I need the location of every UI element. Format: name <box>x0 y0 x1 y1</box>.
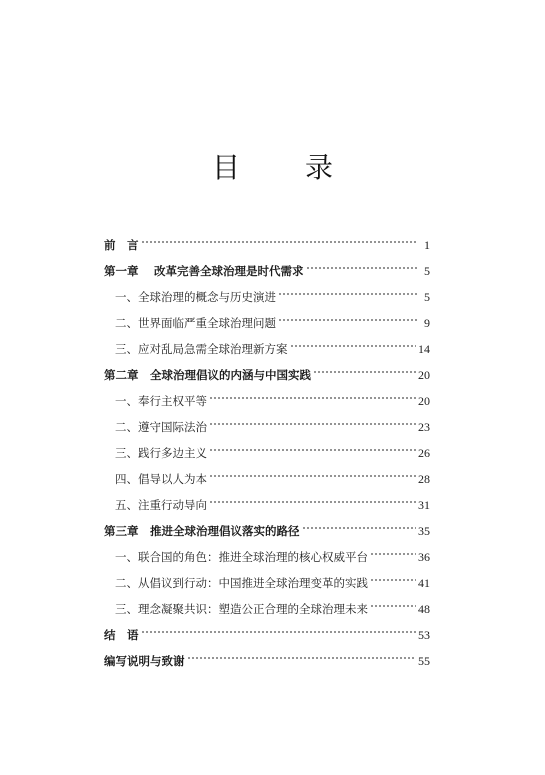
dot-leader <box>209 498 416 506</box>
toc-entry-section[interactable] <box>104 596 430 622</box>
toc-entry-label: 一、全球治理的概念与历史演进 <box>115 290 276 304</box>
toc-entry-section[interactable] <box>104 414 430 440</box>
toc-entry-label: 三、应对乱局急需全球治理新方案 <box>115 342 288 356</box>
toc-entry-section[interactable] <box>104 310 430 336</box>
toc-entry-label: 三、理念凝聚共识：塑造公正合理的全球治理未来 <box>115 602 368 616</box>
toc-page-number: 20 <box>418 394 430 408</box>
dot-leader <box>209 420 416 428</box>
toc-entry-label: 二、从倡议到行动：中国推进全球治理变革的实践 <box>115 576 368 590</box>
toc-page-number: 31 <box>418 498 430 512</box>
dot-leader <box>290 342 417 350</box>
toc-entry-acknowledgements[interactable] <box>104 648 430 674</box>
dot-leader <box>278 316 418 324</box>
toc-entry-label: 四、倡导以人为本 <box>115 472 207 486</box>
toc-entry-label: 第一章 改革完善全球治理是时代需求 <box>104 264 304 278</box>
toc-entry-label: 第二章 全球治理倡议的内涵与中国实践 <box>104 368 311 382</box>
toc-entry-section[interactable] <box>104 440 430 466</box>
toc-page-number: 20 <box>418 368 430 382</box>
toc-entry-label: 前 言 <box>104 238 139 252</box>
toc-entry-label: 结 语 <box>104 628 139 642</box>
toc-entry-label: 第三章 推进全球治理倡议落实的路径 <box>104 524 300 538</box>
toc-entry-section[interactable] <box>104 492 430 518</box>
dot-leader <box>209 446 416 454</box>
toc-page-number: 48 <box>418 602 430 616</box>
toc-page-number: 5 <box>424 264 430 278</box>
toc-entry-label: 五、注重行动导向 <box>115 498 207 512</box>
dot-leader <box>306 264 418 272</box>
toc-page-number: 1 <box>424 238 430 252</box>
toc-entry-section[interactable] <box>104 388 430 414</box>
toc-entry-chapter-3[interactable] <box>104 518 430 544</box>
toc-page-number: 9 <box>424 316 430 330</box>
dot-leader <box>141 238 419 246</box>
toc-entry-section[interactable] <box>104 284 430 310</box>
toc-entry-section[interactable] <box>104 336 430 362</box>
dot-leader <box>209 472 416 480</box>
toc-page-number: 53 <box>418 628 430 642</box>
page-title: 目 录 <box>212 151 361 184</box>
toc-entry-conclusion[interactable] <box>104 622 430 648</box>
toc-entry-section[interactable] <box>104 544 430 570</box>
toc-entry-chapter-1[interactable] <box>104 258 430 284</box>
toc-page-number: 26 <box>418 446 430 460</box>
toc-page-number: 55 <box>418 654 430 668</box>
toc-page-number: 36 <box>418 550 430 564</box>
toc-entry-label: 一、联合国的角色：推进全球治理的核心权威平台 <box>115 550 368 564</box>
toc-entry-label: 编写说明与致谢 <box>104 654 185 668</box>
toc-page-number: 14 <box>418 342 430 356</box>
toc-entry-section[interactable] <box>104 466 430 492</box>
toc-entry-label: 二、世界面临严重全球治理问题 <box>115 316 276 330</box>
toc-entry-label: 一、奉行主权平等 <box>115 394 207 408</box>
toc-page-number: 23 <box>418 420 430 434</box>
toc-page-number: 28 <box>418 472 430 486</box>
dot-leader <box>187 654 417 662</box>
dot-leader <box>370 576 416 584</box>
dot-leader <box>209 394 416 402</box>
table-of-contents <box>104 232 430 674</box>
toc-page-number: 35 <box>418 524 430 538</box>
dot-leader <box>141 628 417 636</box>
dot-leader <box>302 524 417 532</box>
dot-leader <box>370 602 416 610</box>
toc-entry-chapter-2[interactable] <box>104 362 430 388</box>
toc-entry-label: 二、遵守国际法治 <box>115 420 207 434</box>
toc-entry-preface[interactable] <box>104 232 430 258</box>
dot-leader <box>278 290 418 298</box>
dot-leader <box>370 550 416 558</box>
toc-page-number: 5 <box>424 290 430 304</box>
toc-page-number: 41 <box>418 576 430 590</box>
toc-entry-section[interactable] <box>104 570 430 596</box>
dot-leader <box>313 368 416 376</box>
toc-entry-label: 三、践行多边主义 <box>115 446 207 460</box>
